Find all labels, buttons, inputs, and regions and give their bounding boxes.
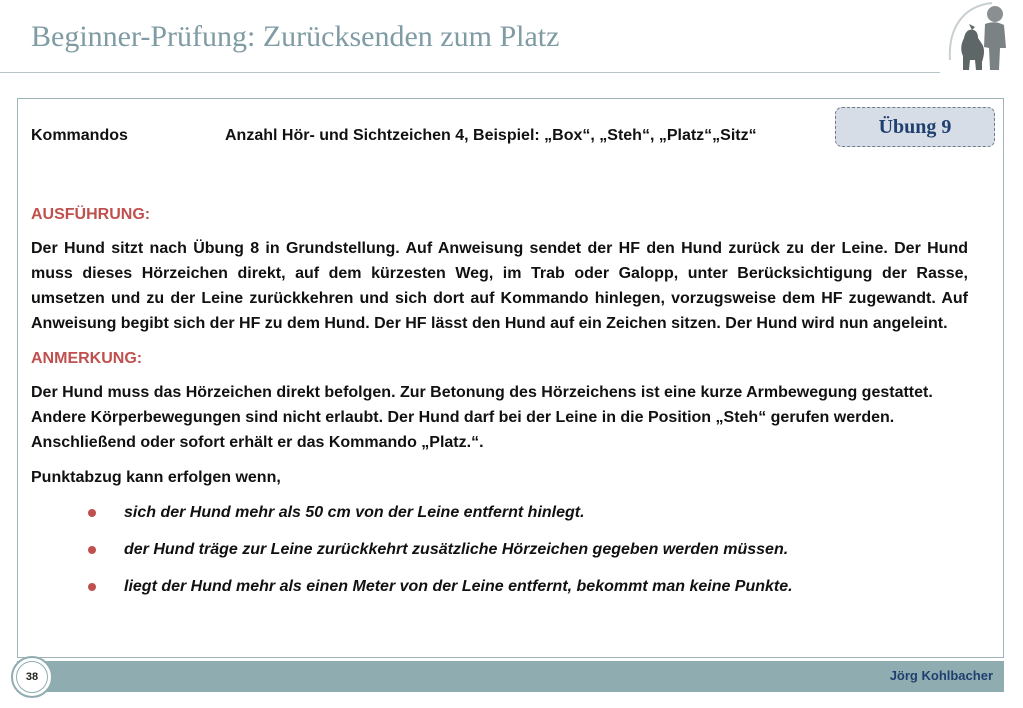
slide-content <box>31 202 968 611</box>
list-item <box>31 537 968 562</box>
footer-bar <box>17 661 1004 692</box>
execution-heading: AUSFÜHRUNG: <box>31 206 151 223</box>
bullet-dot-icon <box>88 509 96 517</box>
bullet-dot-icon <box>88 546 96 554</box>
list-item <box>31 500 968 525</box>
deduction-item-text: liegt der Hund mehr als einen Meter von der Leine entfernt, bekommt man keine Punkte. <box>124 578 793 595</box>
remark-heading: ANMERKUNG: <box>31 350 143 367</box>
deduction-intro: Punktabzug kann erfolgen wenn, <box>31 469 281 486</box>
execution-text: Der Hund sitzt nach Übung 8 in Grundstellung. Auf Anweisung sendet der HF den Hund zurück zu der Leine. Der Hund muss dieses Hörzeichen direkt, auf dem kürzesten Weg, im Trab oder Galopp, unter Berücksichtigung der Rasse, umsetzen und zu der Leine zurückkehren und sich dort auf Kommando hinlegen, vorzugsweise dem HF zugewandt. Auf Anweisung begibt sich der HF zu dem Hund. Der HF lässt den Hund auf ein Zeichen sitzen. Der Hund wird nun angeleint. <box>31 240 968 332</box>
commands-value: Anzahl Hör- und Sichtzeichen 4, Beispiel: „Box“, „Steh“, „Platz“„Sitz“ <box>225 127 757 144</box>
remark-text: Der Hund muss das Hörzeichen direkt befolgen. Zur Betonung des Hörzeichens ist eine kurze Armbewegung gestattet. Andere Körperbewegungen sind nicht erlaubt. Der Hund darf bei der Leine in die Position „Steh“ gerufen werden. Anschließend oder sofort erhält er das Kommando „Platz.“. <box>31 384 933 451</box>
title-divider <box>0 72 940 73</box>
person-and-dog-logo-icon <box>942 0 1023 76</box>
deduction-list <box>31 500 968 599</box>
deduction-item-text: sich der Hund mehr als 50 cm von der Leine entfernt hinlegt. <box>124 504 585 521</box>
page-number: 38 <box>16 661 48 693</box>
exercise-badge: Übung 9 <box>835 107 995 147</box>
author-name: Jörg Kohlbacher <box>889 668 993 683</box>
list-item <box>31 574 968 599</box>
commands-label: Kommandos <box>31 127 128 144</box>
slide-title: Beginner-Prüfung: Zurücksenden zum Platz <box>31 20 560 53</box>
deduction-item-text: der Hund träge zur Leine zurückkehrt zusätzliche Hörzeichen gegeben werden müssen. <box>124 541 789 558</box>
page-number-badge <box>11 656 53 698</box>
bullet-dot-icon <box>88 583 96 591</box>
